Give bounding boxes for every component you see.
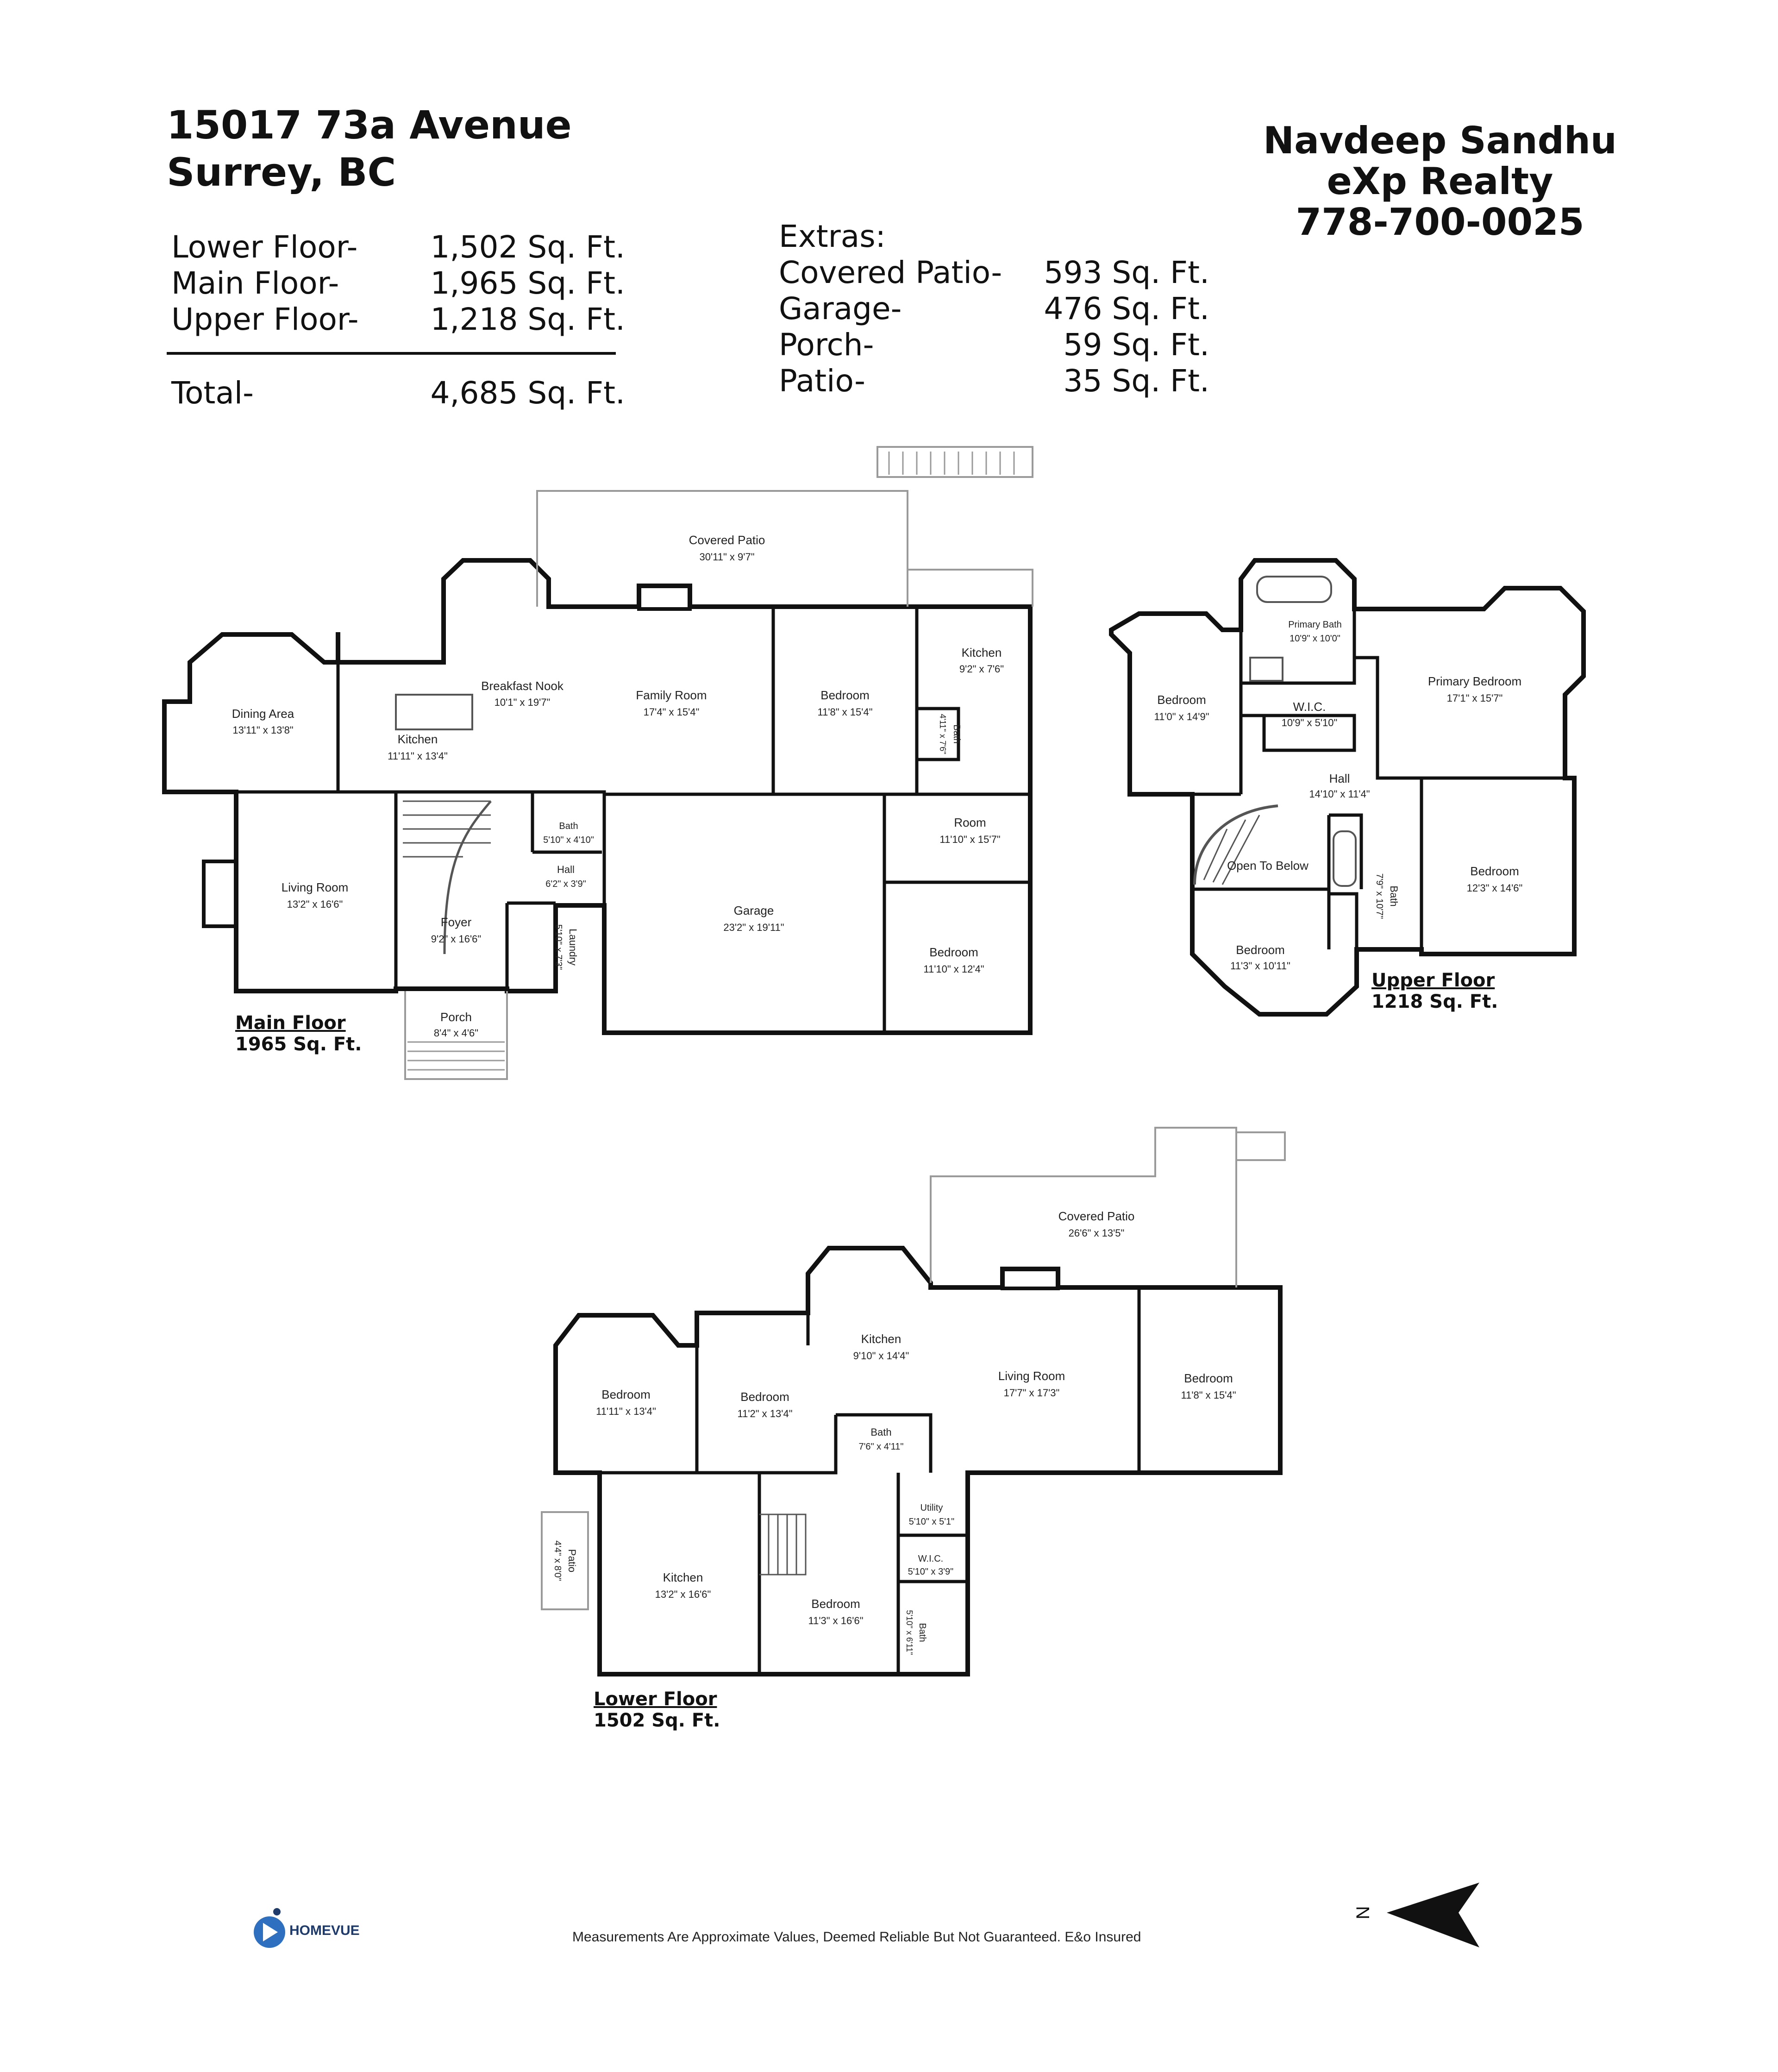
room-name: Bath xyxy=(917,1623,927,1642)
main-fireplace-icon xyxy=(639,586,690,609)
extras-heading: Extras: xyxy=(779,219,886,254)
room-name: Bath xyxy=(1388,885,1400,907)
room-name: Breakfast Nook xyxy=(481,679,563,693)
room-name: Covered Patio xyxy=(689,533,765,547)
room-name: Primary Bedroom xyxy=(1427,674,1522,688)
floor-area: 1965 Sq. Ft. xyxy=(235,1034,362,1055)
room-name: Porch xyxy=(440,1010,472,1024)
room-name: Kitchen xyxy=(961,646,1002,659)
room-name: Patio xyxy=(566,1549,578,1573)
floor-area: 1502 Sq. Ft. xyxy=(594,1710,720,1731)
room-dim: 10'9" x 5'10" xyxy=(1281,717,1338,728)
room-name: Utility xyxy=(920,1503,943,1513)
area-row-value: 1,502 Sq. Ft. xyxy=(430,229,625,265)
room-dim: 13'11" x 13'8" xyxy=(232,724,294,736)
room-dim: 13'2" x 16'6" xyxy=(287,898,343,910)
room-name: Laundry xyxy=(567,929,579,966)
room-dim: 8'4" x 4'6" xyxy=(433,1027,479,1039)
upper-open-to-below xyxy=(1195,806,1278,885)
room-dim: 11'10" x 12'4" xyxy=(923,963,984,975)
room-name: Room xyxy=(954,816,986,829)
upper-bath-tub-icon xyxy=(1334,831,1356,886)
upper-floor-outer-wall xyxy=(1111,560,1584,1014)
room-name: Kitchen xyxy=(663,1570,703,1584)
room-dim: 12'3" x 14'6" xyxy=(1466,882,1523,894)
room-dim: 5'10" x 7'3" xyxy=(553,924,563,970)
area-row-label: Upper Floor- xyxy=(171,301,359,337)
floor-name: Upper Floor xyxy=(1371,970,1495,991)
room-name: Bath xyxy=(952,724,962,744)
room-dim: 9'10" x 14'4" xyxy=(853,1350,909,1362)
room-name: Bedroom xyxy=(740,1390,789,1404)
room-dim: 17'7" x 17'3" xyxy=(1003,1387,1060,1399)
room-name: Foyer xyxy=(440,915,472,929)
room-dim: 14'10" x 11'4" xyxy=(1309,788,1370,800)
room-dim: 11'8" x 15'4" xyxy=(817,706,873,718)
room-name: Bedroom xyxy=(811,1597,860,1611)
floor-name: Lower Floor xyxy=(594,1689,717,1710)
lower-covered-patio-outline xyxy=(542,1128,1285,1609)
room-dim: 10'9" x 10'0" xyxy=(1290,634,1340,644)
lower-stairs xyxy=(759,1514,806,1575)
extras-row-label: Garage- xyxy=(779,291,902,326)
room-name: Bedroom xyxy=(1470,864,1519,878)
area-row-label: Lower Floor- xyxy=(171,229,358,265)
living-fireplace-icon xyxy=(204,861,236,926)
room-name: Primary Bath xyxy=(1288,620,1342,630)
room-dim: 7'6" x 4'11" xyxy=(858,1442,904,1452)
lower-fireplace-icon xyxy=(1002,1269,1058,1288)
area-total-value: 4,685 Sq. Ft. xyxy=(430,375,625,411)
room-dim: 4'4" x 8'0" xyxy=(552,1540,563,1581)
room-name: Garage xyxy=(733,904,774,917)
room-dim: 10'1" x 19'7" xyxy=(494,697,551,708)
agent-brokerage: eXp Realty xyxy=(1327,160,1553,203)
primary-shower-icon xyxy=(1250,658,1283,681)
main-floor-plan xyxy=(164,560,1030,1033)
room-name: Open To Below xyxy=(1227,859,1308,873)
primary-bath-tub-icon xyxy=(1257,577,1331,602)
room-name: Covered Patio xyxy=(1058,1209,1135,1223)
room-dim: 4'11" x 7'6" xyxy=(938,714,947,754)
main-floor-interior-walls xyxy=(236,607,1030,1033)
homevue-logo-icon xyxy=(254,1908,285,1948)
room-dim: 5'10" x 6'11" xyxy=(905,1610,914,1655)
disclaimer: Measurements Are Approximate Values, Deemed Reliable But Not Guaranteed. E&o Insured xyxy=(572,1929,1141,1945)
area-row-value: 1,965 Sq. Ft. xyxy=(430,265,625,301)
north-letter: N xyxy=(1353,1906,1373,1920)
room-name: Family Room xyxy=(636,688,707,702)
main-floor-outer-wall xyxy=(164,560,1030,1033)
extras-row-value: 35 Sq. Ft. xyxy=(1063,363,1209,399)
north-arrow-icon xyxy=(1353,1883,1479,1947)
lower-floor-outer-wall xyxy=(556,1248,1280,1674)
lower-floor-room-labels xyxy=(552,1209,1236,1655)
extras-row-label: Patio- xyxy=(779,363,865,399)
area-total-label: Total- xyxy=(171,375,254,411)
room-dim: 11'3" x 16'6" xyxy=(808,1615,864,1626)
extras-row-value: 59 Sq. Ft. xyxy=(1063,327,1209,363)
room-name: Living Room xyxy=(281,880,349,894)
room-name: Bath xyxy=(559,821,578,831)
room-dim: 11'11" x 13'4" xyxy=(388,750,448,762)
room-dim: 9'2" x 7'6" xyxy=(959,663,1004,675)
room-name: Bedroom xyxy=(820,688,870,702)
address-line1: 15017 73a Avenue xyxy=(167,102,572,148)
extras-row-label: Porch- xyxy=(779,327,874,363)
room-dim: 11'0" x 14'9" xyxy=(1154,711,1209,722)
room-name: Living Room xyxy=(998,1369,1065,1383)
room-dim: 11'2" x 13'4" xyxy=(737,1408,793,1419)
room-dim: 17'4" x 15'4" xyxy=(643,706,700,718)
room-name: W.I.C. xyxy=(1293,700,1326,714)
room-dim: 5'10" x 3'9" xyxy=(908,1567,954,1577)
upper-floor-plan xyxy=(1111,560,1584,1014)
room-dim: 17'1" x 15'7" xyxy=(1446,692,1503,704)
room-name: Bedroom xyxy=(601,1388,651,1401)
extras-row-value: 476 Sq. Ft. xyxy=(1044,291,1209,326)
room-name: Kitchen xyxy=(861,1332,902,1346)
room-name: W.I.C. xyxy=(918,1554,944,1564)
address-line2: Surrey, BC xyxy=(167,150,396,195)
room-name: Hall xyxy=(1329,772,1350,785)
room-dim: 5'10" x 5'1" xyxy=(908,1517,955,1527)
room-dim: 11'11" x 13'4" xyxy=(596,1406,656,1417)
agent-phone: 778-700-0025 xyxy=(1296,201,1584,244)
room-dim: 6'2" x 3'9" xyxy=(545,879,586,889)
homevue-brand: HOMEVUE xyxy=(289,1923,360,1938)
extras-row-value: 593 Sq. Ft. xyxy=(1044,255,1209,290)
main-stairs xyxy=(403,801,491,954)
main-floor-label xyxy=(235,1012,362,1055)
floor-name: Main Floor xyxy=(235,1012,346,1034)
room-dim: 11'3" x 10'11" xyxy=(1230,960,1290,972)
room-dim: 9'2" x 16'6" xyxy=(431,933,482,945)
room-dim: 11'8" x 15'4" xyxy=(1181,1389,1236,1401)
room-dim: 13'2" x 16'6" xyxy=(655,1589,711,1600)
room-dim: 30'11" x 9'7" xyxy=(699,551,755,563)
area-row-value: 1,218 Sq. Ft. xyxy=(430,301,625,337)
room-dim: 23'2" x 19'11" xyxy=(723,922,784,933)
room-name: Hall xyxy=(557,864,575,875)
kitchen-island xyxy=(396,695,472,729)
room-name: Bath xyxy=(870,1426,892,1438)
extras-row-label: Covered Patio- xyxy=(779,255,1002,290)
room-dim: 11'10" x 15'7" xyxy=(939,834,1001,845)
room-name: Bedroom xyxy=(1236,943,1285,957)
upper-floor-label xyxy=(1371,970,1498,1012)
room-dim: 26'6" x 13'5" xyxy=(1068,1227,1125,1239)
room-dim: 5'10" x 4'10" xyxy=(543,835,594,845)
room-name: Kitchen xyxy=(397,732,438,746)
floor-area: 1218 Sq. Ft. xyxy=(1371,991,1498,1012)
lower-floor-label xyxy=(594,1689,720,1731)
area-row-label: Main Floor- xyxy=(171,265,339,301)
agent-name: Navdeep Sandhu xyxy=(1263,119,1617,162)
room-name: Bedroom xyxy=(1184,1371,1233,1385)
lower-floor-plan xyxy=(556,1248,1280,1674)
room-name: Bedroom xyxy=(929,945,978,959)
room-dim: 7'9" x 10'7" xyxy=(1374,873,1384,919)
room-name: Bedroom xyxy=(1157,693,1206,707)
room-name: Dining Area xyxy=(232,707,294,721)
